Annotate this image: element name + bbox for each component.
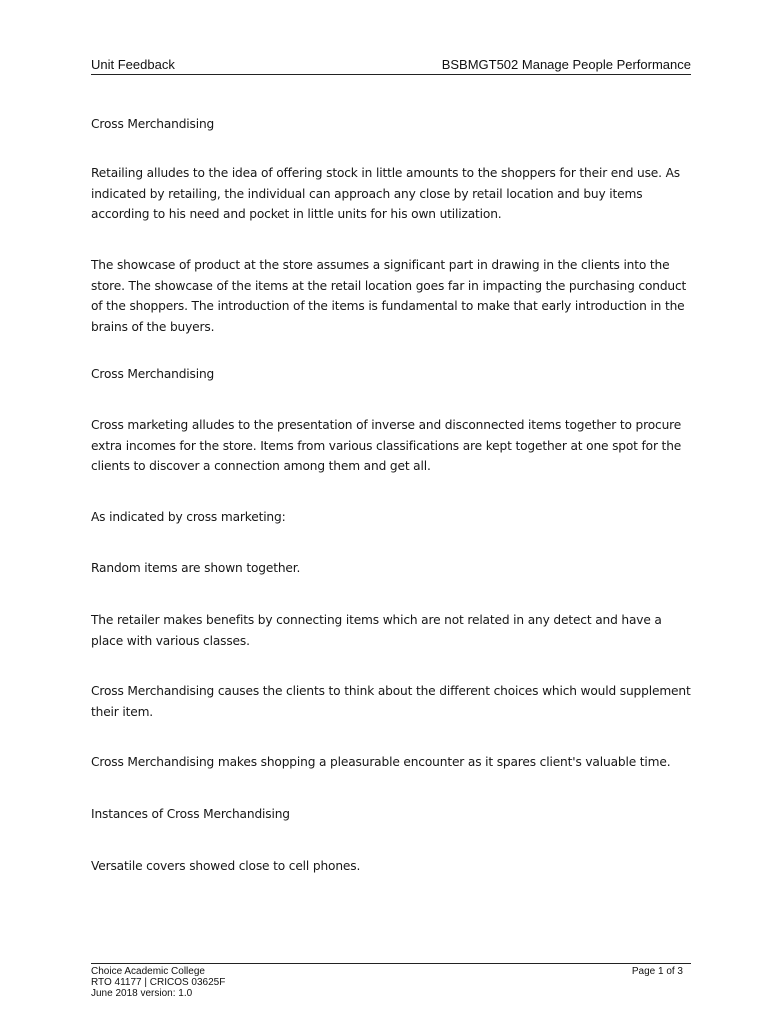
page-footer (91, 963, 691, 999)
footer-page-number: Page 1 of 3 (631, 966, 683, 977)
paragraph-pleasurable: Cross Merchandising makes shopping a pleasurable encounter as it spares client's valuable time. (91, 755, 671, 769)
paragraph-cross-marketing: Cross marketing alludes to the presentation of inverse and disconnected items together to procure extra incomes for the store. Items from various classifications are kept together at one spot for the clients to discover a connection among them and get all. (91, 418, 682, 473)
paragraph-versatile-covers: Versatile covers showed close to cell phones. (91, 859, 361, 873)
paragraph-retailing: Retailing alludes to the idea of offering stock in little amounts to the shoppers for their end use. As indicated by retailing, the individual can approach any close by retail location and buy items according to his need and pocket in little units for his own utilization. (91, 166, 680, 221)
paragraph-instances-heading: Instances of Cross Merchandising (91, 807, 290, 821)
footer-version: June 2018 version: 1.0 (91, 988, 193, 999)
paragraph-random-items: Random items are shown together. (91, 561, 301, 575)
paragraph-heading-1: Cross Merchandising (91, 117, 215, 131)
header-unit-title: Unit Feedback (91, 57, 175, 72)
paragraph-showcase: The showcase of product at the store assumes a significant part in drawing in the clients into the store. The showcase of the items at the retail location goes far in impacting the purchasing conduct of the shoppers. The introduction of the items is fundamental to make that early introduction in the brains of the buyers. (91, 258, 687, 334)
footer-rto-code: RTO 41177 | CRICOS 03625F (91, 977, 226, 988)
paragraph-choices: Cross Merchandising causes the clients to think about the different choices which would supplement their item. (91, 684, 691, 719)
paragraph-heading-2: Cross Merchandising (91, 367, 215, 381)
footer-college-name: Choice Academic College (91, 966, 205, 977)
header-course-title: BSBMGT502 Manage People Performance (441, 57, 691, 72)
paragraph-retailer-benefits: The retailer makes benefits by connecting items which are not related in any detect and have a place with various classes. (91, 613, 662, 648)
page-header (91, 56, 691, 75)
paragraph-as-indicated: As indicated by cross marketing: (91, 510, 286, 524)
